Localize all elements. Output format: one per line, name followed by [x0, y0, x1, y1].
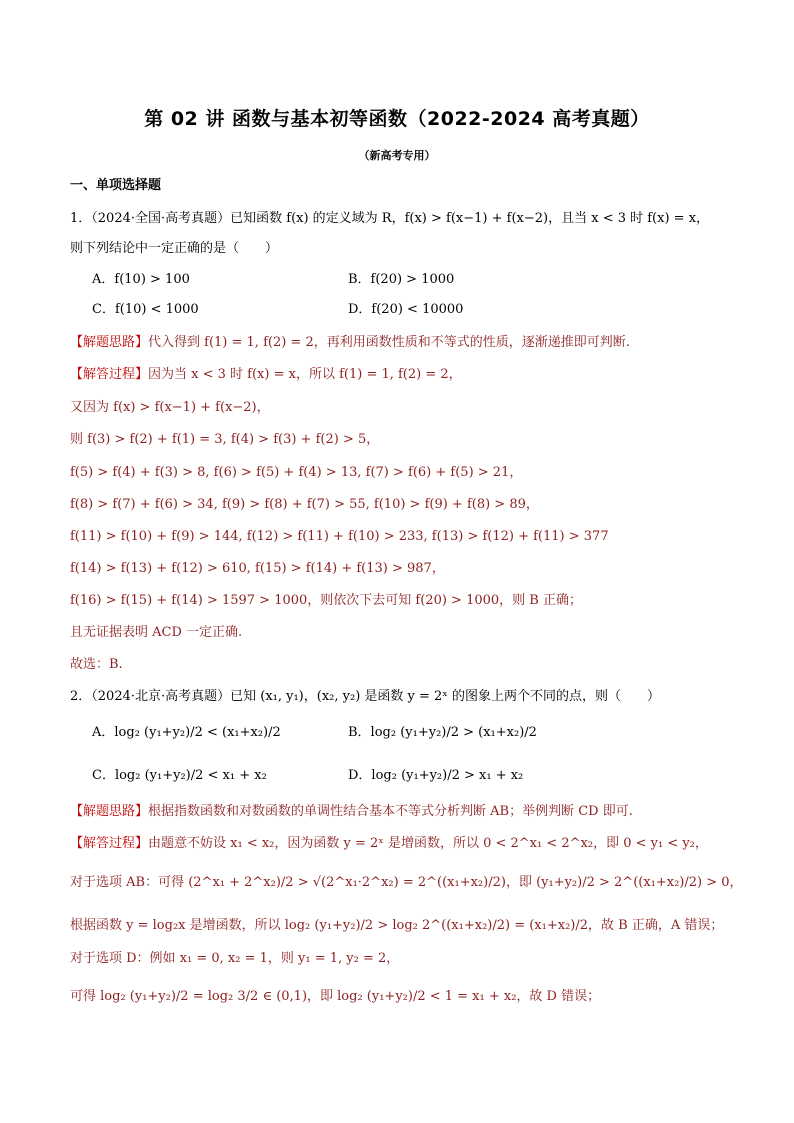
q1-idea-tag: 【解题思路】: [70, 335, 149, 350]
q2-line-1: 对于选项 AB：可得 (2^x₁ + 2^x₂)/2 > √(2^x₁·2^x₂) = 2^((x₁+x₂)/2)，即 (y₁+y₂)/2 > 2^((x₁+x₂)/2) > 0，: [70, 875, 743, 890]
q2-line-3: 对于选项 D：例如 x₁ = 0, x₂ = 1，则 y₁ = 1, y₂ = 2，: [70, 951, 400, 966]
q1-idea-text: 代入得到 f(1) = 1, f(2) = 2，再利用函数性质和不等式的性质，逐渐递推即可判断.: [148, 335, 630, 350]
q2-idea-tag: 【解题思路】: [70, 804, 149, 819]
q1-option-b: B．f(20) > 1000: [348, 272, 455, 287]
page-subtitle: （新高考专用）: [358, 149, 436, 162]
q2-line-4: 可得 log₂ (y₁+y₂)/2 = log₂ 3/2 ∈ (0,1)，即 log₂ (y₁+y₂)/2 < 1 = x₁ + x₂，故 D 错误；: [70, 989, 601, 1004]
q2-option-c: C．log₂ (y₁+y₂)/2 < x₁ + x₂: [92, 768, 267, 783]
q2-option-b: B．log₂ (y₁+y₂)/2 > (x₁+x₂)/2: [348, 725, 537, 740]
q1-line-7: f(16) > f(15) + f(14) > 1597 > 1000，则依次下去可知 f(20) > 1000，则 B 正确；: [70, 593, 582, 608]
q1-stem-line2: 则下列结论中一定正确的是（ ）: [70, 241, 279, 256]
q1-option-a: A．f(10) > 100: [92, 272, 190, 287]
q2-option-a: A．log₂ (y₁+y₂)/2 < (x₁+x₂)/2: [92, 725, 281, 740]
q2-stem: 2．（2024·北京·高考真题）已知 (x₁, y₁)，(x₂, y₂) 是函数 y = 2ˣ 的图象上两个不同的点，则（ ）: [70, 689, 660, 704]
q1-process-tag: 【解答过程】: [70, 367, 149, 382]
q1-line-8: 且无证据表明 ACD 一定正确.: [70, 625, 243, 640]
q1-line-9: 故选：B.: [70, 657, 123, 672]
q2-line-2: 根据函数 y = log₂x 是增函数，所以 log₂ (y₁+y₂)/2 > log₂ 2^((x₁+x₂)/2) = (x₁+x₂)/2，故 B 正确，A 错误；: [70, 918, 724, 933]
q1-option-c: C．f(10) < 1000: [92, 302, 199, 317]
q1-option-d: D．f(20) < 10000: [348, 302, 464, 317]
q1-process-text: 因为当 x < 3 时 f(x) = x，所以 f(1) = 1, f(2) = 2，: [148, 367, 462, 382]
q1-line-4: f(8) > f(7) + f(6) > 34, f(9) > f(8) + f(7) > 55, f(10) > f(9) + f(8) > 89，: [70, 497, 539, 512]
q1-line-6: f(14) > f(13) + f(12) > 610, f(15) > f(14) + f(13) > 987，: [70, 561, 445, 576]
q2-idea-text: 根据指数函数和对数函数的单调性结合基本不等式分析判断 AB；举例判断 CD 即可.: [148, 804, 633, 819]
section-title: 一、单项选择题: [70, 178, 162, 193]
q1-idea: [70, 334, 630, 352]
q2-process-text: 由题意不妨设 x₁ < x₂，因为函数 y = 2ˣ 是增函数，所以 0 < 2^x₁ < 2^x₂，即 0 < y₁ < y₂，: [148, 836, 708, 851]
q1-process: [70, 366, 462, 384]
q2-process: [70, 835, 708, 853]
q1-line-3: f(5) > f(4) + f(3) > 8, f(6) > f(5) + f(4) > 13, f(7) > f(6) + f(5) > 21，: [70, 465, 523, 480]
q2-process-tag: 【解答过程】: [70, 836, 149, 851]
q1-line-2: 则 f(3) > f(2) + f(1) = 3, f(4) > f(3) + f(2) > 5，: [70, 432, 380, 447]
page-title: 第 02 讲 函数与基本初等函数（2022-2024 高考真题）: [144, 108, 650, 130]
q1-stem-line1: 1．（2024·全国·高考真题）已知函数 f(x) 的定义域为 R，f(x) > f(x−1) + f(x−2)，且当 x < 3 时 f(x) = x，: [70, 211, 710, 226]
q1-line-1: 又因为 f(x) > f(x−1) + f(x−2)，: [70, 400, 270, 415]
q1-line-5: f(11) > f(10) + f(9) > 144, f(12) > f(11) + f(10) > 233, f(13) > f(12) + f(11) > 377: [70, 529, 609, 544]
q2-idea: [70, 803, 633, 821]
q2-option-d: D．log₂ (y₁+y₂)/2 > x₁ + x₂: [348, 768, 524, 783]
